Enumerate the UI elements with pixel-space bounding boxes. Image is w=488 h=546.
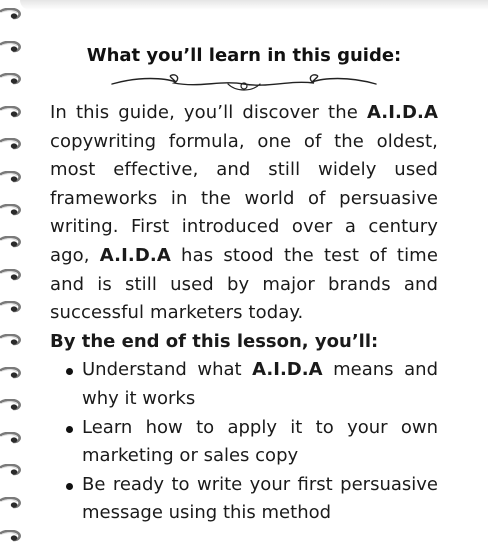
spiral-ring-icon — [0, 494, 22, 506]
spiral-ring-icon — [0, 429, 22, 441]
intro-text-3: has stood the test of time and is still used by major brands and successful marketers today. — [50, 244, 438, 324]
lesson-outcomes-list — [50, 356, 438, 528]
spiral-ring-icon — [0, 331, 22, 343]
list-item — [82, 356, 438, 413]
spiral-ring-icon — [0, 527, 22, 539]
bullet-icon — [66, 483, 73, 490]
spiral-ring-icon — [0, 461, 22, 473]
bullet-icon — [66, 368, 73, 375]
aida-term: A.I.D.A — [99, 244, 171, 266]
spiral-binding — [0, 0, 26, 546]
spiral-ring-icon — [0, 38, 22, 50]
bullet-text: means and why it works — [82, 359, 438, 409]
list-item — [82, 414, 438, 471]
spiral-ring-icon — [0, 396, 22, 408]
spiral-ring-icon — [0, 266, 22, 278]
spiral-ring-icon — [0, 70, 22, 82]
spiral-ring-icon — [0, 135, 22, 147]
intro-text-2: copywriting formula, one of the oldest, most effective, and still widely used frameworks in the world of persuasive writing. First introduced over a century ago, — [50, 130, 438, 266]
spiral-ring-icon — [0, 168, 22, 180]
spiral-ring-icon — [0, 5, 22, 17]
flourish-divider-icon — [110, 72, 378, 94]
lesson-outcomes-heading: By the end of this lesson, you’ll: — [50, 330, 379, 352]
guide-content — [50, 99, 438, 528]
bullet-text: Understand what — [82, 359, 253, 381]
bullet-text: Be ready to write your first persuasive message using this method — [82, 473, 438, 524]
spiral-ring-icon — [0, 364, 22, 376]
page-top-shadow — [20, 0, 488, 10]
spiral-ring-icon — [0, 298, 22, 310]
spiral-ring-icon — [0, 103, 22, 115]
spiral-ring-icon — [0, 201, 22, 213]
intro-paragraph — [50, 99, 438, 328]
guide-title: What you’ll learn in this guide: — [86, 45, 402, 66]
aida-term: A.I.D.A — [252, 359, 323, 381]
list-item — [82, 471, 438, 528]
aida-term: A.I.D.A — [366, 102, 438, 123]
bullet-text: Learn how to apply it to your own marketing or sales copy — [82, 416, 438, 467]
intro-text-1: In this guide, you’ll discover the — [50, 102, 367, 123]
spiral-ring-icon — [0, 233, 22, 245]
bullet-icon — [66, 426, 73, 433]
